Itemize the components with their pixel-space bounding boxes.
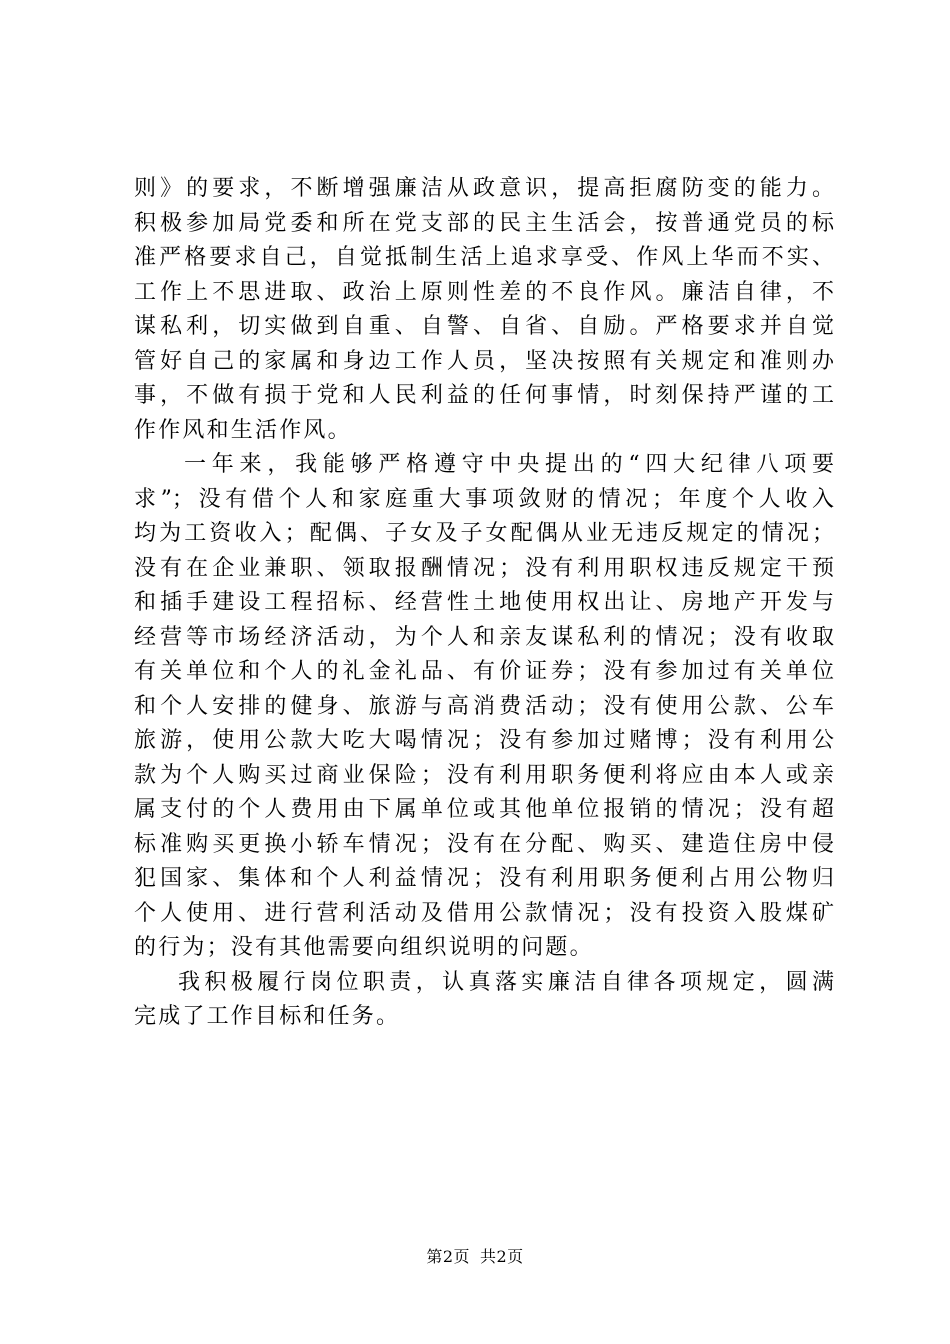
paragraph-line: 个人使用、进行营利活动及借用公款情况；没有投资入股煤矿 [134,900,834,926]
paragraph-line: 求”；没有借个人和家庭重大事项敛财的情况；年度个人收入 [134,486,834,512]
document-body [134,172,834,1035]
paragraph-line: 一年来，我能够严格遵守中央提出的“四大纪律八项要 [184,452,834,477]
paragraph-line: 管好自己的家属和身边工作人员，坚决按照有关规定和准则办 [134,348,834,374]
page-number-total: 共2页 [480,1247,524,1266]
paragraph-line: 积极参加局党委和所在党支部的民主生活会，按普通党员的标 [134,210,834,236]
paragraph-line: 犯国家、集体和个人利益情况；没有利用职务便利占用公物归 [134,866,834,891]
paragraph-line: 的行为；没有其他需要向组织说明的问题。 [134,935,594,960]
paragraph-line: 工作上不思进取、政治上原则性差的不良作风。廉洁自律，不 [134,279,834,305]
paragraph-line: 款为个人购买过商业保险；没有利用职务便利将应由本人或亲 [134,762,834,788]
paragraph-line: 均为工资收入；配偶、子女及子女配偶从业无违反规定的情况； [134,521,834,546]
paragraph-line: 旅游，使用公款大吃大喝情况；没有参加过赌博；没有利用公 [134,728,834,753]
paragraph-line: 作作风和生活作风。 [134,417,352,443]
paragraph-line: 没有在企业兼职、领取报酬情况；没有利用职权违反规定干预 [134,555,834,581]
paragraph-line: 和插手建设工程招标、经营性土地使用权出让、房地产开发与 [134,590,834,615]
page-footer [0,1244,950,1267]
paragraph-line: 标准购买更换小轿车情况；没有在分配、购买、建造住房中侵 [134,831,834,857]
paragraph-3 [134,966,834,1035]
paragraph-line: 谋私利，切实做到自重、自警、自省、自励。严格要求并自觉 [134,314,834,339]
paragraph-line: 事，不做有损于党和人民利益的任何事情，时刻保持严谨的工 [134,383,834,408]
paragraph-line: 则》的要求，不断增强廉洁从政意识，提高拒腐防变的能力。 [134,176,834,201]
page-number-current: 第2页 [426,1247,470,1266]
paragraph-line: 和个人安排的健身、旅游与高消费活动；没有使用公款、公车 [134,693,834,719]
paragraph-2 [134,448,834,966]
paragraph-line: 属支付的个人费用由下属单位或其他单位报销的情况；没有超 [134,797,834,822]
paragraph-line: 准严格要求自己，自觉抵制生活上追求享受、作风上华而不实、 [134,245,834,270]
paragraph-1 [134,172,834,448]
paragraph-line: 完成了工作目标和任务。 [134,1004,401,1029]
paragraph-line: 有关单位和个人的礼金礼品、有价证券；没有参加过有关单位 [134,659,834,684]
paragraph-line: 经营等市场经济活动，为个人和亲友谋私利的情况；没有收取 [134,624,834,650]
paragraph-line: 我积极履行岗位职责，认真落实廉洁自律各项规定，圆满 [178,969,834,995]
